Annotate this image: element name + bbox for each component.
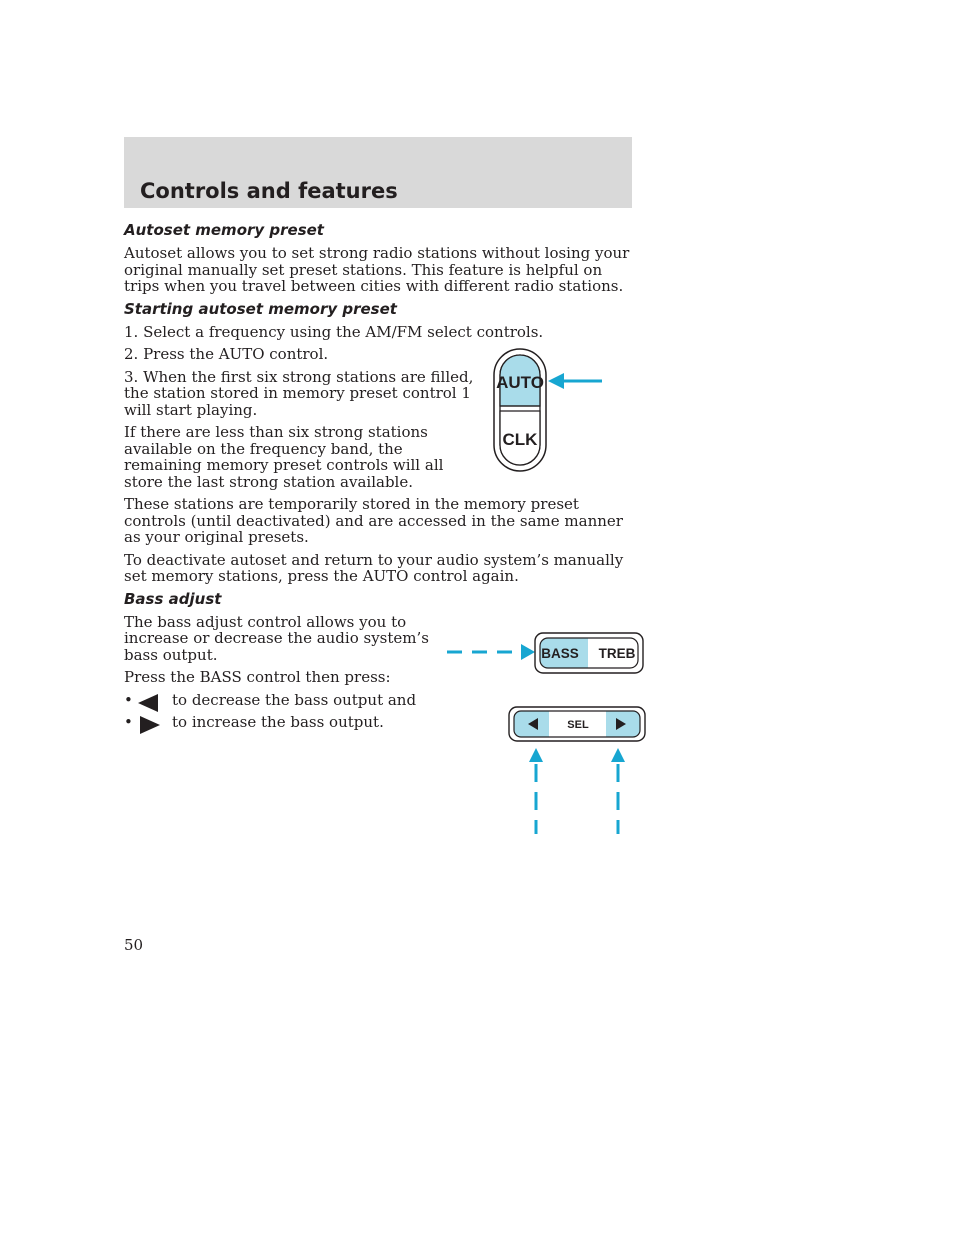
step-3: 3. When the first six strong stations are filled, the station stored in memory preset control 1 will start playing.: [124, 367, 474, 419]
clk-label: CLK: [502, 430, 538, 449]
starting-heading: Starting autoset memory preset: [124, 299, 397, 318]
page-content: [124, 222, 634, 834]
treb-label: TREB: [598, 645, 636, 661]
bass-heading: Bass adjust: [124, 589, 222, 608]
bullet-dot: •: [124, 690, 133, 709]
page-number: 50: [124, 936, 144, 954]
header-band: [124, 137, 632, 208]
bass-press: Press the BASS control then press:: [124, 668, 391, 686]
pointer-arrow-icon: [548, 373, 564, 389]
right-arrow-icon: [138, 716, 160, 734]
decrease-text: to decrease the bass output and: [172, 690, 417, 709]
sel-label: SEL: [567, 718, 589, 731]
bullet-increase: [124, 714, 634, 731]
deactivate-note: To deactivate autoset and return to your audio system’s manually set memory stations, press the AUTO control again.: [124, 550, 624, 585]
pointer-arrow-icon: [521, 644, 535, 660]
pointer-arrow-icon: [611, 748, 625, 762]
bass-intro: The bass adjust control allows you to increase or decrease the audio system’s bass output.: [124, 612, 429, 664]
section-title: Controls and features: [140, 179, 398, 203]
bass-label: BASS: [541, 645, 579, 661]
increase-text: to increase the bass output.: [172, 713, 384, 731]
left-arrow-icon: [138, 694, 160, 712]
less-than-six-note: If there are less than six strong stations available on the frequency band, the remaining memory preset controls will all store the last strong station available.: [124, 423, 444, 491]
step-1: 1. Select a frequency using the AM/FM select controls.: [124, 322, 544, 341]
auto-clk-control-figure: [484, 348, 634, 472]
pointer-arrow-icon: [529, 748, 543, 762]
bullet-dot: •: [124, 713, 133, 731]
temporary-note: These stations are temporarily stored in the memory preset controls (until deactivated) and are accessed in the same manner as your original presets.: [124, 495, 623, 546]
auto-label: AUTO: [496, 373, 544, 392]
step-2: 2. Press the AUTO control.: [124, 345, 329, 363]
bullet-decrease: [124, 692, 634, 709]
autoset-intro: Autoset allows you to set strong radio stations without losing your original manually set preset stations. This feature is helpful on trips when you travel between cities with different radio stations.: [124, 244, 630, 295]
autoset-heading: Autoset memory preset: [124, 221, 324, 239]
